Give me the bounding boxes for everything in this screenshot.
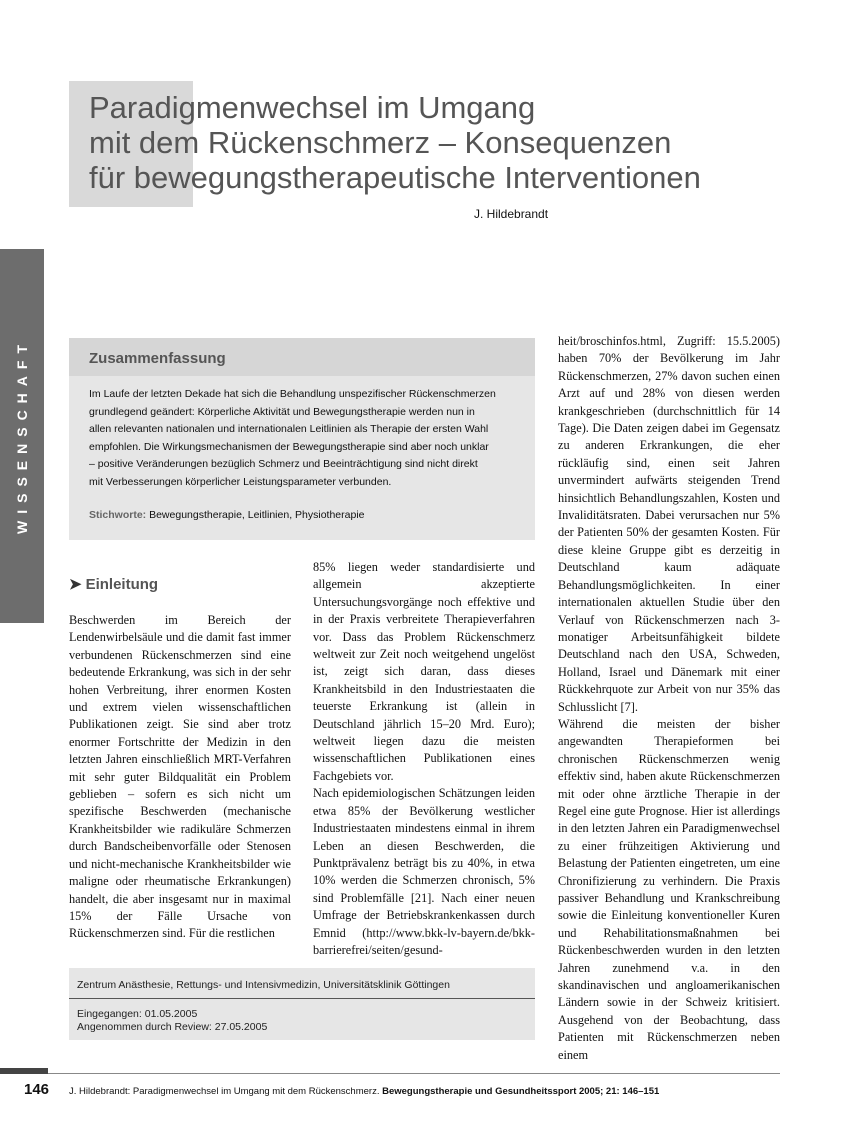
abstract-line: – positive Veränderungen bezüglich Schmerz und Beeinträchtigung sind nicht direkt: [89, 458, 478, 470]
keywords: [89, 508, 519, 523]
affiliation: Zentrum Anästhesie, Rettungs- und Intensivmedizin, Universitätsklinik Göttingen: [77, 979, 450, 991]
section-side-tab: [0, 249, 44, 623]
abstract-box: [69, 338, 535, 540]
citation-journal: Bewegungstherapie und Gesundheitssport 2005; 21: 146–151: [382, 1086, 660, 1097]
keywords-label: Stichworte:: [89, 509, 147, 521]
body-column-2: [313, 559, 535, 959]
footer-citation: [69, 1086, 659, 1097]
paragraph: Beschwerden im Bereich der Lendenwirbelsäule und die damit fast immer verbundenen Rückenschmerzen sind eine bedeutende Erkrankung, was sich in der sehr hohen Verbreitung, ihrer enormen Kosten und extrem vielen wissenschaftlichen Publikationen zeigt. Sie sind aber trotz enormer Fortschritte der Medizin in den letzten Jahren einschließlich MRT-Verfahren mit sehr guter Bildqualität ein Problem geblieben – sofern es sich nicht um spezifische Beschwerden (mechanische Krankheitsbilder wie radikuläre Schmerzen durch Bandscheibenvorfälle oder Stenosen und nicht-mechanische Krankheitsbilder wie maligne oder rheumatische Erkrankungen) handelt, die aber insgesamt nur in maximal 15% der Fälle Ursache von Rückenschmerzen sind. Für die restlichen: [69, 613, 291, 941]
footer-divider: [48, 1073, 780, 1074]
abstract-heading: Zusammenfassung: [89, 350, 226, 367]
side-tab-label: WISSENSCHAFT: [14, 338, 30, 534]
abstract-line: mit Verbesserungen körperlicher Leistungsparameter verbunden.: [89, 475, 392, 488]
title-line: mit dem Rückenschmerz – Konsequenzen: [89, 125, 672, 160]
body-column-1: [69, 612, 291, 943]
divider: [69, 998, 535, 999]
keywords-value: Bewegungstherapie, Leitlinien, Physiotherapie: [149, 509, 365, 521]
abstract-text: [89, 386, 519, 491]
paragraph: Während die meisten der bisher angewandten Therapieformen bei chronischen Rückenschmerzen wenig effektiv sind, haben akute Rückenschmerzen mit oder ohne ärztliche Therapie in der Regel eine gute Prognose. Hier ist allerdings in den letzten Jahren ein Paradigmenwechsel zu einer frühzeitigen Aktivierung und Belastung der Patienten eingetreten, um eine Chronifizierung zu verhindern. Die Praxis passiver Behandlung und Krankschreibung sowie die Einleitung konventioneller Kuren und Rehabilitationsmaßnahmen bei Rückenbeschwerden wurden in den letzten Jahren zunehmend v.a. in den skandinavischen und angloamerikanischen Ländern sowie in der Schweiz kritisiert. Ausgehend von der Beobachtung, dass Patienten mit Rückenschmerzen neben einem: [558, 716, 780, 1062]
received-date: Eingegangen: 01.05.2005: [77, 1008, 198, 1020]
author: J. Hildebrandt: [474, 207, 549, 221]
body-column-3: [558, 333, 780, 1064]
title-line: Paradigmenwechsel im Umgang: [89, 90, 536, 125]
paragraph: 85% liegen weder standardisierte und allgemein akzeptierte Untersuchungsvorgänge noch effektive und in der Praxis verbreitete Therapieverfahren vor. Dass das Problem Rückenschmerz weltweit zur Zeit noch weitgehend ungelöst ist, zeigt sich daran, dass dieses Krankheitsbild in den Industriestaaten die teuerste Erkrankung ist (allein in Deutschland jährlich 15–20 Mrd. Euro); weltweit liegen dazu die meisten wissenschaftlichen Publikationen eines Fachgebiets vor.: [313, 560, 535, 783]
title-line: für bewegungstherapeutische Interventionen: [89, 160, 701, 195]
accepted-date: Angenommen durch Review: 27.05.2005: [77, 1021, 268, 1033]
abstract-line: Im Laufe der letzten Dekade hat sich die Behandlung unspezifischer Rückenschmerzen: [89, 388, 496, 400]
affiliation-box: [69, 968, 535, 1040]
section-heading: [69, 575, 158, 593]
article-title: [89, 90, 829, 195]
abstract-line: grundlegend geändert: Körperliche Aktivität und Bewegungstherapie werden nun in: [89, 405, 475, 418]
arrow-icon: ➤: [69, 576, 82, 593]
citation-text: J. Hildebrandt: Paradigmenwechsel im Umgang mit dem Rückenschmerz.: [69, 1086, 383, 1097]
section-heading-text: Einleitung: [85, 576, 159, 593]
abstract-line: allen relevanten nationalen und internationalen Leitlinien als Therapie der ersten Wahl: [89, 423, 489, 435]
paragraph: Nach epidemiologischen Schätzungen leiden etwa 85% der Bevölkerung westlicher Industriestaaten mindestens einmal in ihrem Leben an diesen Beschwerden, die Punktprävalenz beträgt bis zu 40%, in etwa 10% werden die Schmerzen chronisch, 5% sind Problemfälle [21]. Nach einer neuen Umfrage der Betriebskrankenkassen durch Emnid (http://www.bkk-lv-bayern.de/bkk-barrierefrei/seiten/gesund-: [313, 786, 535, 957]
paragraph: heit/broschinfos.html, Zugriff: 15.5.2005) haben 70% der Bevölkerung im Jahr Rückenschmerzen, 27% davon suchen einen Arzt auf und 28% von diesen werden krankgeschrieben (durchschnittlich für 14 Tage). Die Daten zeigen dabei im Gegensatz zu anderen Erkrankungen, die eher rückläufig sind, einen seit Jahren unvermindert aufwärts steigenden Trend hinsichtlich Behandlungszahlen, Kosten und Invaliditätsraten. Dabei verursachen nur 5% der Patienten 50% der gesamten Kosten. Für diese kleine Gruppe gibt es derzeitig in Deutschland kaum adäquate Behandlungsmöglichkeiten. In einer internationalen aktuellen Studie über den Verlauf von Rückenschmerzen nach 3-monatiger Arbeitsunfähigkeit bildete Deutschland nach den USA, Schweden, Holland, Israel und Dänemark mit einer Rückkehrquote zur Arbeit von nur 35% das Schlusslicht [7].: [558, 334, 780, 714]
abstract-line: empfohlen. Die Wirkungsmechanismen der Bewegungstherapie sind aber noch unklar: [89, 440, 489, 453]
page-number: 146: [24, 1081, 50, 1098]
abstract-header: [69, 338, 535, 376]
submission-dates: [77, 1008, 267, 1034]
footer-accent-bar: [0, 1068, 48, 1074]
